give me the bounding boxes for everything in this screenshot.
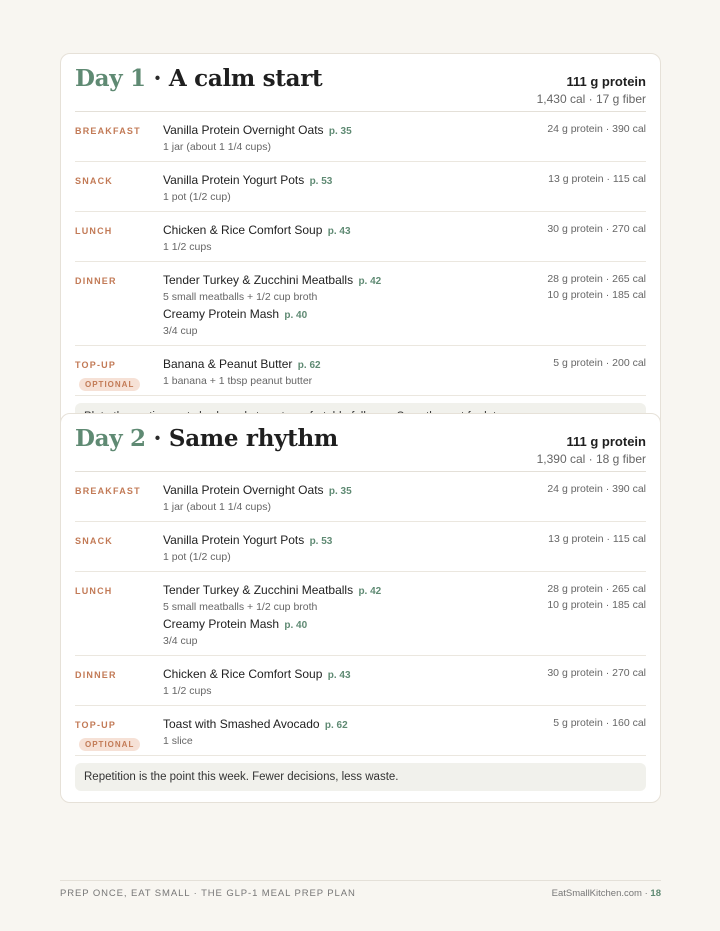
meal-row-top-up bbox=[75, 346, 646, 396]
day-number: Day 2 bbox=[75, 425, 146, 452]
recipe-name: Chicken & Rice Comfort Soup bbox=[163, 223, 323, 237]
meal-item bbox=[163, 532, 646, 565]
item-nutrition: 30 g protein · 270 cal bbox=[547, 223, 646, 235]
total-calories-fiber: 1,390 cal · 18 g fiber bbox=[536, 452, 646, 466]
book-title: PREP ONCE, EAT SMALL · THE GLP-1 MEAL PREP PLAN bbox=[60, 888, 356, 899]
item-nutrition: 5 g protein · 200 cal bbox=[553, 357, 646, 369]
recipe-page-ref[interactable]: p. 53 bbox=[309, 176, 333, 187]
meal-row-lunch bbox=[75, 212, 646, 262]
meal-row-dinner bbox=[75, 262, 646, 346]
meal-label: TOP-UP bbox=[75, 720, 117, 730]
recipe-name: Tender Turkey & Zucchini Meatballs bbox=[163, 583, 354, 597]
optional-badge: OPTIONAL bbox=[79, 738, 140, 751]
portion-size: 1 jar (about 1 1/4 cups) bbox=[163, 141, 271, 153]
day-header bbox=[75, 54, 646, 112]
day-title: Day 2 · Same rhythm bbox=[75, 425, 338, 452]
total-protein: 111 g protein bbox=[566, 74, 646, 89]
day-note: Repetition is the point this week. Fewer decisions, less waste. bbox=[75, 763, 646, 791]
total-protein: 111 g protein bbox=[566, 434, 646, 449]
recipe-page-ref[interactable]: p. 42 bbox=[358, 586, 382, 597]
item-nutrition: 5 g protein · 160 cal bbox=[553, 717, 646, 729]
item-nutrition: 24 g protein · 390 cal bbox=[547, 123, 646, 135]
day-name: Same rhythm bbox=[168, 425, 338, 452]
portion-size: 1 slice bbox=[163, 735, 193, 747]
meal-label: LUNCH bbox=[75, 226, 113, 236]
optional-badge: OPTIONAL bbox=[79, 378, 140, 391]
item-nutrition: 13 g protein · 115 cal bbox=[548, 533, 646, 545]
recipe-name: Toast with Smashed Avocado bbox=[163, 717, 320, 731]
footer-right: EatSmallKitchen.com · 18 bbox=[551, 888, 661, 899]
portion-size: 1 banana + 1 tbsp peanut butter bbox=[163, 375, 313, 387]
meal-row-snack bbox=[75, 522, 646, 572]
recipe-name: Vanilla Protein Yogurt Pots bbox=[163, 173, 305, 187]
day-title: Day 1 · A calm start bbox=[75, 65, 323, 92]
portion-size: 1 pot (1/2 cup) bbox=[163, 191, 231, 203]
day-totals bbox=[537, 74, 646, 107]
portion-size: 5 small meatballs + 1/2 cup broth bbox=[163, 291, 318, 303]
website-link[interactable]: EatSmallKitchen.com bbox=[551, 888, 642, 899]
meal-row-snack bbox=[75, 162, 646, 212]
portion-size: 1 pot (1/2 cup) bbox=[163, 551, 231, 563]
day-totals bbox=[537, 434, 646, 467]
meal-label: TOP-UP bbox=[75, 360, 117, 370]
meal-row-top-up bbox=[75, 706, 646, 756]
meal-item bbox=[163, 172, 646, 205]
meal-item bbox=[163, 482, 646, 515]
portion-size: 1 1/2 cups bbox=[163, 685, 212, 697]
recipe-name: Vanilla Protein Overnight Oats bbox=[163, 483, 324, 497]
meal-label: DINNER bbox=[75, 670, 117, 680]
meal-label: BREAKFAST bbox=[75, 486, 141, 496]
day-card-1 bbox=[60, 53, 661, 443]
day-number: Day 1 bbox=[75, 65, 146, 92]
recipe-page-ref[interactable]: p. 43 bbox=[327, 226, 351, 237]
item-nutrition: 28 g protein · 265 cal bbox=[547, 583, 646, 595]
day-header bbox=[75, 414, 646, 472]
portion-size: 1 1/2 cups bbox=[163, 241, 212, 253]
recipe-name: Chicken & Rice Comfort Soup bbox=[163, 667, 323, 681]
portion-size: 5 small meatballs + 1/2 cup broth bbox=[163, 601, 318, 613]
recipe-page-ref[interactable]: p. 35 bbox=[328, 486, 352, 497]
meal-row-lunch bbox=[75, 572, 646, 656]
meal-label: LUNCH bbox=[75, 586, 113, 596]
total-calories-fiber: 1,430 cal · 17 g fiber bbox=[536, 92, 646, 106]
meal-label: BREAKFAST bbox=[75, 126, 141, 136]
recipe-name: Vanilla Protein Overnight Oats bbox=[163, 123, 324, 137]
meal-label: SNACK bbox=[75, 176, 114, 186]
item-nutrition: 10 g protein · 185 cal bbox=[547, 289, 646, 301]
meal-item bbox=[163, 222, 646, 255]
recipe-page-ref[interactable]: p. 40 bbox=[284, 310, 308, 321]
page-footer bbox=[60, 880, 661, 899]
recipe-page-ref[interactable]: p. 62 bbox=[324, 720, 348, 731]
meal-label: SNACK bbox=[75, 536, 114, 546]
item-nutrition: 28 g protein · 265 cal bbox=[547, 273, 646, 285]
recipe-page-ref[interactable]: p. 35 bbox=[328, 126, 352, 137]
recipe-name: Vanilla Protein Yogurt Pots bbox=[163, 533, 305, 547]
recipe-page-ref[interactable]: p. 62 bbox=[297, 360, 321, 371]
item-nutrition: 13 g protein · 115 cal bbox=[548, 173, 646, 185]
page-number: 18 bbox=[650, 888, 661, 899]
day-card-2 bbox=[60, 413, 661, 803]
recipe-page-ref[interactable]: p. 53 bbox=[309, 536, 333, 547]
portion-size: 3/4 cup bbox=[163, 635, 198, 647]
recipe-name: Creamy Protein Mash bbox=[163, 617, 280, 631]
meal-label: DINNER bbox=[75, 276, 117, 286]
recipe-name: Banana & Peanut Butter bbox=[163, 357, 293, 371]
recipe-name: Creamy Protein Mash bbox=[163, 307, 280, 321]
meal-item bbox=[163, 356, 646, 389]
meal-row-breakfast bbox=[75, 472, 646, 522]
item-nutrition: 24 g protein · 390 cal bbox=[547, 483, 646, 495]
item-nutrition: 10 g protein · 185 cal bbox=[547, 599, 646, 611]
recipe-name: Tender Turkey & Zucchini Meatballs bbox=[163, 273, 354, 287]
day-name: A calm start bbox=[168, 65, 323, 92]
meal-item bbox=[163, 122, 646, 155]
portion-size: 3/4 cup bbox=[163, 325, 198, 337]
recipe-page-ref[interactable]: p. 42 bbox=[358, 276, 382, 287]
meal-row-breakfast bbox=[75, 112, 646, 162]
item-nutrition: 30 g protein · 270 cal bbox=[547, 667, 646, 679]
meal-row-dinner bbox=[75, 656, 646, 706]
recipe-page-ref[interactable]: p. 43 bbox=[327, 670, 351, 681]
portion-size: 1 jar (about 1 1/4 cups) bbox=[163, 501, 271, 513]
meal-item bbox=[163, 666, 646, 699]
meal-item bbox=[163, 716, 646, 749]
recipe-page-ref[interactable]: p. 40 bbox=[284, 620, 308, 631]
